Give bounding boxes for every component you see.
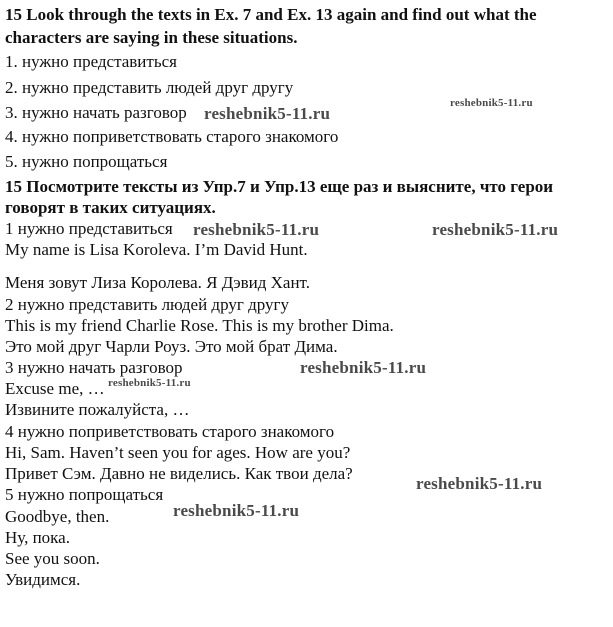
watermark: reshebnik5-11.ru <box>193 220 320 239</box>
watermark: reshebnik5-11.ru <box>300 358 427 377</box>
answer-1-line-1: My name is Lisa Koroleva. I’m David Hunt. <box>5 240 308 259</box>
task-en-heading-line2: characters are saying in these situations. <box>5 28 298 47</box>
answer-2-line-1: This is my friend Charlie Rose. This is my brother Dima. <box>5 316 394 335</box>
task-ru-heading-line1: 15 Посмотрите тексты из Упр.7 и Упр.13 еще раз и выясните, что герои <box>5 177 554 196</box>
answer-3-line-1: Excuse me, … <box>5 379 105 398</box>
watermark: reshebnik5-11.ru <box>432 220 559 239</box>
situation-item-1: 1. нужно представиться <box>5 52 177 71</box>
answer-5-line-1: Goodbye, then. <box>5 507 110 526</box>
task-en-heading-line1: 15 Look through the texts in Ex. 7 and Ex. 13 again and find out what the <box>5 5 537 24</box>
task-ru-heading-line2: говорят в таких ситуациях. <box>5 198 216 217</box>
answer-1-situation: 1 нужно представиться <box>5 219 173 238</box>
answer-3-situation: 3 нужно начать разговор <box>5 358 183 377</box>
answer-1-line-2: Меня зовут Лиза Королева. Я Дэвид Хант. <box>5 273 310 292</box>
situation-item-5: 5. нужно попрощаться <box>5 152 168 171</box>
situation-item-3: 3. нужно начать разговор <box>5 103 187 122</box>
watermark: reshebnik5-11.ru <box>108 377 191 389</box>
answer-5-line-2: Ну, пока. <box>5 528 70 547</box>
watermark: reshebnik5-11.ru <box>204 104 331 123</box>
answer-5-line-3: See you soon. <box>5 549 100 568</box>
situation-item-4: 4. нужно поприветствовать старого знакомого <box>5 127 339 146</box>
answer-2-line-2: Это мой друг Чарли Роуз. Это мой брат Дима. <box>5 337 338 356</box>
watermark: reshebnik5-11.ru <box>450 97 533 109</box>
answer-5-situation: 5 нужно попрощаться <box>5 485 164 504</box>
answer-5-line-4: Увидимся. <box>5 570 81 589</box>
answer-3-line-2: Извините пожалуйста, … <box>5 400 190 419</box>
answer-4-situation: 4 нужно поприветствовать старого знакомого <box>5 422 335 441</box>
answer-4-line-1: Hi, Sam. Haven’t seen you for ages. How are you? <box>5 443 351 462</box>
situation-item-2: 2. нужно представить людей друг другу <box>5 78 294 97</box>
answer-2-situation: 2 нужно представить людей друг другу <box>5 295 289 314</box>
watermark: reshebnik5-11.ru <box>416 474 543 493</box>
answer-4-line-2: Привет Сэм. Давно не виделись. Как твои дела? <box>5 464 353 483</box>
watermark: reshebnik5-11.ru <box>173 501 300 520</box>
